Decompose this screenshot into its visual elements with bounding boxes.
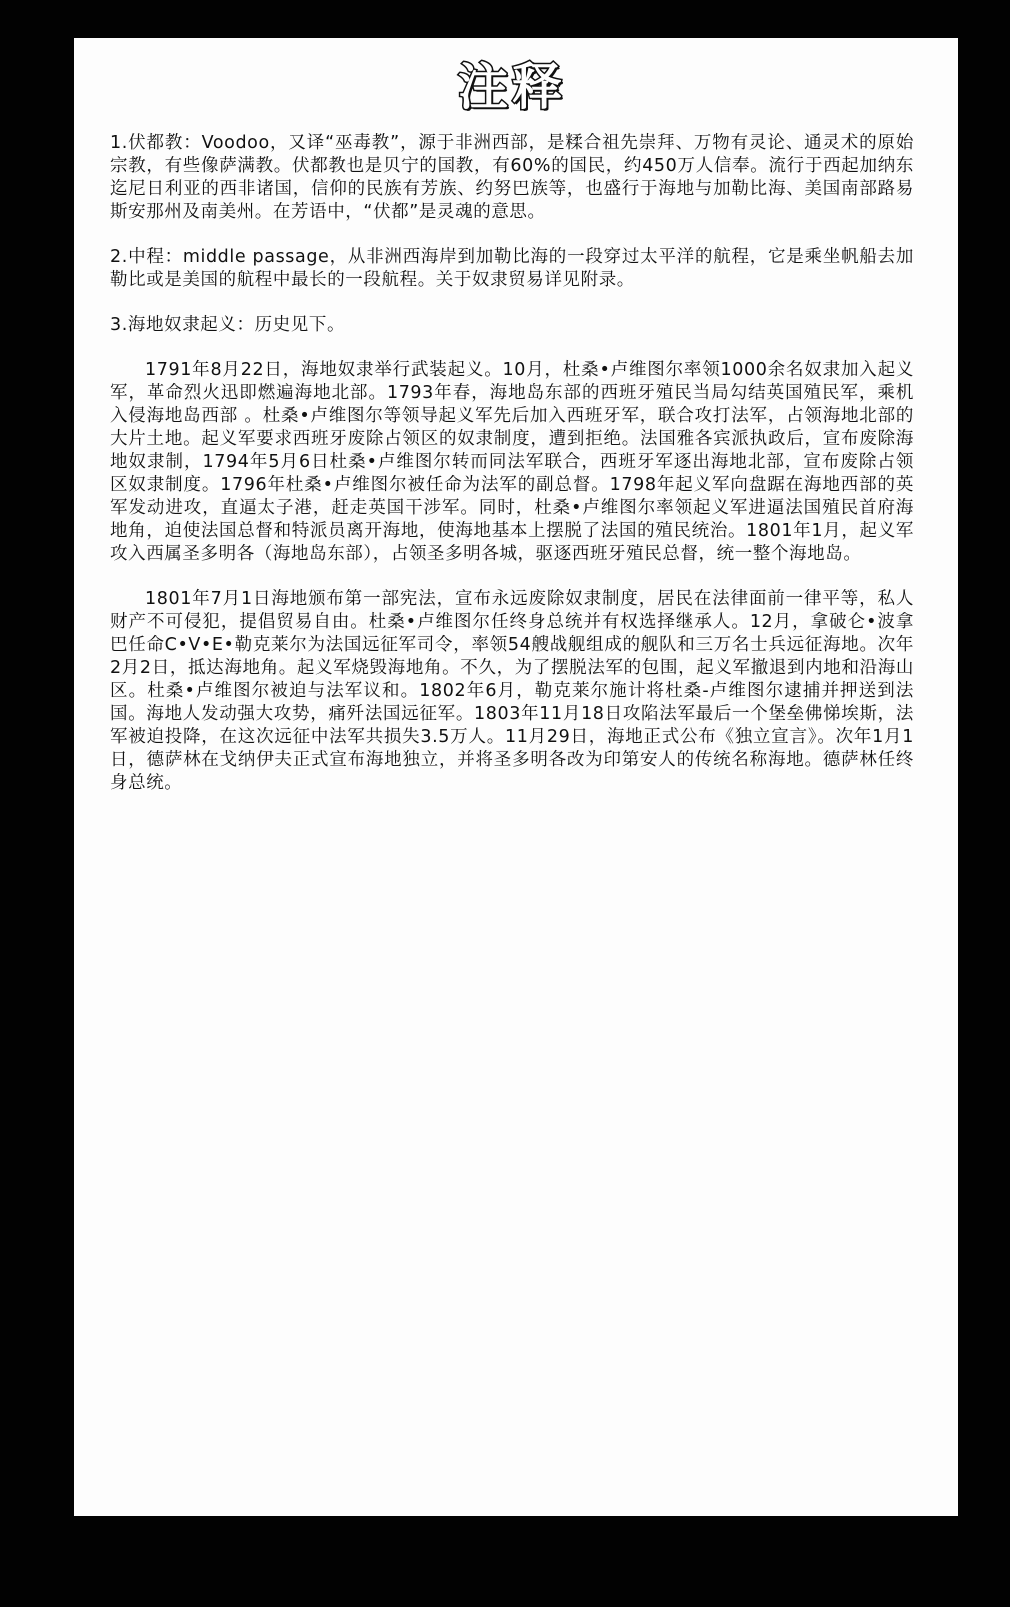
history-paragraph: 1801年7月1日海地颁布第一部宪法，宣布永远废除奴隶制度，居民在法律面前一律平等，私人财产不可侵犯，提倡贸易自由。杜桑•卢维图尔任终身总统并有权选择继承人。12月，拿破仑•波拿巴任命C•V•E•勒克莱尔为法国远征军司令，率领54艘战舰组成的舰队和三万名士兵远征海地。次年2月2日，抵达海地角。起义军烧毁海地角。不久，为了摆脱法军的包围，起义军撤退到内地和沿海山区。杜桑•卢维图尔被迫与法军议和。1802年6月，勒克莱尔施计将杜桑-卢维图尔逮捕并押送到法国。海地人发动强大攻势，痛歼法国远征军。1803年11月18日攻陷法军最后一个堡垒佛悌埃斯，法军被迫投降，在这次远征中法军共损失3.5万人。11月29日，海地正式公布《独立宣言》。次年1月1日，德萨林在戈纳伊夫正式宣布海地独立，并将圣多明各改为印第安人的传统名称海地。德萨林任终身总统。	[110, 589, 914, 793]
note-item-voodoo: 1.伏都教：Voodoo，又译“巫毒教”，源于非洲西部，是糅合祖先崇拜、万物有灵论、通灵术的原始宗教，有些像萨满教。伏都教也是贝宁的国教，有60%的国民，约450万人信奉。流行于西起加纳东迄尼日利亚的西非诸国，信仰的民族有芳族、约努巴族等，也盛行于海地与加勒比海、美国南部路易斯安那州及南美州。在芳语中，“伏都”是灵魂的意思。	[110, 133, 914, 222]
title-area	[110, 52, 914, 126]
note-item-middle-passage: 2.中程：middle passage，从非洲西海岸到加勒比海的一段穿过太平洋的航程，它是乘坐帆船去加勒比或是美国的航程中最长的一段航程。关于奴隶贸易详见附录。	[110, 247, 914, 290]
note-item-haiti-revolt: 3.海地奴隶起义：历史见下。	[110, 315, 346, 335]
page-title: 注释	[458, 58, 566, 116]
notes-body	[110, 132, 914, 795]
annotation-page	[74, 38, 958, 1516]
history-paragraph: 1791年8月22日，海地奴隶举行武装起义。10月，杜桑•卢维图尔率领1000余名奴隶加入起义军，革命烈火迅即燃遍海地北部。1793年春，海地岛东部的西班牙殖民当局勾结英国殖民军，乘机入侵海地岛西部 。杜桑•卢维图尔等领导起义军先后加入西班牙军，联合攻打法军，占领海地北部的大片土地。起义军要求西班牙废除占领区的奴隶制度，遭到拒绝。法国雅各宾派执政后，宣布废除海地奴隶制，1794年5月6日杜桑•卢维图尔转而同法军联合，西班牙军逐出海地北部，宣布废除占领区奴隶制度。1796年杜桑•卢维图尔被任命为法军的副总督。1798年起义军向盘踞在海地西部的英军发动进攻，直逼太子港，赶走英国干涉军。同时，杜桑•卢维图尔率领起义军进逼法国殖民首府海地角，迫使法国总督和特派员离开海地，使海地基本上摆脱了法国的殖民统治。1801年1月，起义军攻入西属圣多明各（海地岛东部），占领圣多明各城，驱逐西班牙殖民总督，统一整个海地岛。	[110, 360, 914, 564]
